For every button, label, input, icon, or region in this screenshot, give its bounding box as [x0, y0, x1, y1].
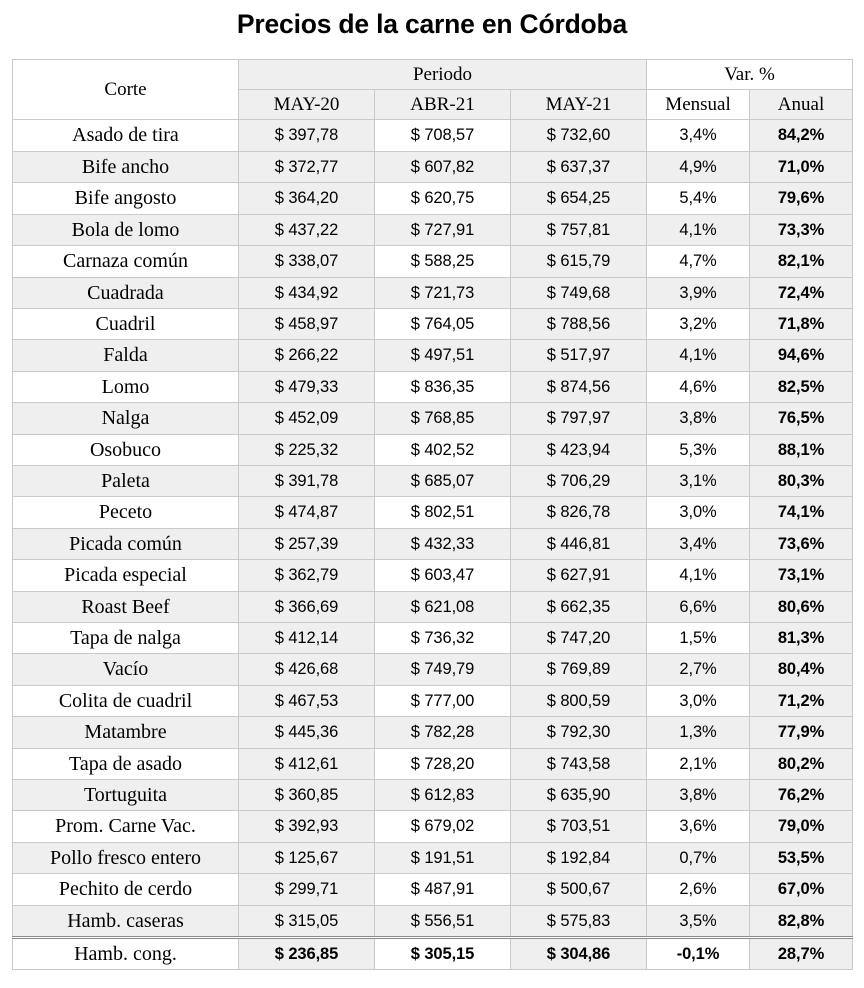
cell-corte: Lomo [13, 371, 239, 402]
table-row [13, 465, 853, 496]
cell-anual: 73,3% [750, 214, 853, 245]
cell-mensual: 4,1% [647, 214, 750, 245]
table-row [13, 622, 853, 653]
cell-anual: 76,5% [750, 403, 853, 434]
cell-mensual: 6,6% [647, 591, 750, 622]
cell-may20: $ 434,92 [239, 277, 375, 308]
table-row [13, 748, 853, 779]
cell-may21: $ 423,94 [511, 434, 647, 465]
cell-abr21: $ 836,35 [375, 371, 511, 402]
cell-anual: 82,8% [750, 905, 853, 937]
cell-corte: Falda [13, 340, 239, 371]
table-row [13, 654, 853, 685]
cell-anual: 73,6% [750, 528, 853, 559]
table-head [13, 60, 853, 120]
cell-mensual: 4,6% [647, 371, 750, 402]
cell-corte: Carnaza común [13, 246, 239, 277]
cell-abr21: $ 768,85 [375, 403, 511, 434]
column-group-header-variacion: Var. % [647, 60, 853, 90]
column-header-anual: Anual [750, 90, 853, 120]
cell-mensual: 3,0% [647, 685, 750, 716]
cell-corte: Prom. Carne Vac. [13, 811, 239, 842]
cell-abr21: $ 721,73 [375, 277, 511, 308]
cell-corte: Bife ancho [13, 151, 239, 182]
cell-may21: $ 788,56 [511, 308, 647, 339]
cell-mensual: 4,1% [647, 340, 750, 371]
cell-abr21: $ 685,07 [375, 465, 511, 496]
cell-corte: Picada común [13, 528, 239, 559]
cell-anual: 74,1% [750, 497, 853, 528]
cell-corte: Tapa de nalga [13, 622, 239, 653]
cell-mensual: 1,5% [647, 622, 750, 653]
cell-anual: 80,6% [750, 591, 853, 622]
cell-may21: $ 500,67 [511, 874, 647, 905]
cell-mensual: 3,4% [647, 120, 750, 151]
cell-corte: Cuadrada [13, 277, 239, 308]
cell-anual: 82,1% [750, 246, 853, 277]
cell-anual: 94,6% [750, 340, 853, 371]
cell-abr21: $ 802,51 [375, 497, 511, 528]
cell-abr21: $ 782,28 [375, 717, 511, 748]
cell-anual: 71,2% [750, 685, 853, 716]
cell-anual: 82,5% [750, 371, 853, 402]
cell-abr21: $ 736,32 [375, 622, 511, 653]
cell-may20: $ 412,14 [239, 622, 375, 653]
cell-abr21: $ 607,82 [375, 151, 511, 182]
cell-abr21: $ 620,75 [375, 183, 511, 214]
cell-may20: $ 474,87 [239, 497, 375, 528]
cell-may20: $ 266,22 [239, 340, 375, 371]
cell-anual: 28,7% [750, 938, 853, 970]
cell-corte: Pechito de cerdo [13, 874, 239, 905]
cell-anual: 88,1% [750, 434, 853, 465]
cell-mensual: 4,7% [647, 246, 750, 277]
cell-corte: Hamb. cong. [13, 938, 239, 970]
table-row [13, 151, 853, 182]
table-row [13, 780, 853, 811]
cell-may20: $ 452,09 [239, 403, 375, 434]
cell-may21: $ 732,60 [511, 120, 647, 151]
cell-may21: $ 627,91 [511, 560, 647, 591]
column-header-abr21: ABR-21 [375, 90, 511, 120]
cell-may20: $ 412,61 [239, 748, 375, 779]
cell-mensual: 0,7% [647, 842, 750, 873]
cell-may20: $ 426,68 [239, 654, 375, 685]
cell-may21: $ 757,81 [511, 214, 647, 245]
cell-mensual: 3,2% [647, 308, 750, 339]
cell-mensual: 4,9% [647, 151, 750, 182]
table-row [13, 938, 853, 970]
cell-may20: $ 315,05 [239, 905, 375, 937]
cell-abr21: $ 497,51 [375, 340, 511, 371]
column-header-may20: MAY-20 [239, 90, 375, 120]
cell-corte: Asado de tira [13, 120, 239, 151]
cell-corte: Bife angosto [13, 183, 239, 214]
cell-may20: $ 360,85 [239, 780, 375, 811]
table-row [13, 371, 853, 402]
table-row [13, 842, 853, 873]
table-row [13, 528, 853, 559]
cell-may21: $ 446,81 [511, 528, 647, 559]
cell-may20: $ 236,85 [239, 938, 375, 970]
cell-anual: 80,2% [750, 748, 853, 779]
cell-may20: $ 362,79 [239, 560, 375, 591]
cell-anual: 71,0% [750, 151, 853, 182]
cell-may21: $ 747,20 [511, 622, 647, 653]
table-row [13, 497, 853, 528]
meat-prices-table [12, 59, 853, 970]
cell-abr21: $ 708,57 [375, 120, 511, 151]
table-row [13, 183, 853, 214]
cell-may21: $ 635,90 [511, 780, 647, 811]
cell-mensual: 2,7% [647, 654, 750, 685]
table-row [13, 308, 853, 339]
cell-may21: $ 654,25 [511, 183, 647, 214]
table-row [13, 246, 853, 277]
cell-anual: 77,9% [750, 717, 853, 748]
cell-abr21: $ 588,25 [375, 246, 511, 277]
cell-may20: $ 372,77 [239, 151, 375, 182]
cell-corte: Matambre [13, 717, 239, 748]
cell-corte: Cuadril [13, 308, 239, 339]
cell-corte: Pollo fresco entero [13, 842, 239, 873]
cell-corte: Vacío [13, 654, 239, 685]
cell-anual: 73,1% [750, 560, 853, 591]
header-row-groups [13, 60, 853, 90]
cell-mensual: 3,1% [647, 465, 750, 496]
table-row [13, 717, 853, 748]
cell-corte: Nalga [13, 403, 239, 434]
cell-anual: 71,8% [750, 308, 853, 339]
cell-anual: 80,4% [750, 654, 853, 685]
cell-corte: Peceto [13, 497, 239, 528]
cell-may20: $ 366,69 [239, 591, 375, 622]
cell-mensual: 3,8% [647, 403, 750, 434]
cell-anual: 81,3% [750, 622, 853, 653]
table-row [13, 811, 853, 842]
cell-may20: $ 458,97 [239, 308, 375, 339]
column-header-corte: Corte [13, 60, 239, 120]
cell-anual: 84,2% [750, 120, 853, 151]
cell-may20: $ 479,33 [239, 371, 375, 402]
price-table-container [12, 39, 852, 970]
cell-anual: 76,2% [750, 780, 853, 811]
cell-mensual: 3,9% [647, 277, 750, 308]
cell-abr21: $ 777,00 [375, 685, 511, 716]
cell-mensual: 3,0% [647, 497, 750, 528]
cell-mensual: 3,8% [647, 780, 750, 811]
cell-may21: $ 517,97 [511, 340, 647, 371]
cell-mensual: 3,4% [647, 528, 750, 559]
table-row [13, 340, 853, 371]
cell-corte: Colita de cuadril [13, 685, 239, 716]
cell-abr21: $ 621,08 [375, 591, 511, 622]
cell-may20: $ 125,67 [239, 842, 375, 873]
table-row [13, 591, 853, 622]
cell-may20: $ 467,53 [239, 685, 375, 716]
cell-may20: $ 445,36 [239, 717, 375, 748]
table-row [13, 874, 853, 905]
cell-may20: $ 225,32 [239, 434, 375, 465]
cell-may20: $ 397,78 [239, 120, 375, 151]
cell-anual: 72,4% [750, 277, 853, 308]
cell-may21: $ 703,51 [511, 811, 647, 842]
cell-corte: Tapa de asado [13, 748, 239, 779]
cell-corte: Osobuco [13, 434, 239, 465]
cell-corte: Hamb. caseras [13, 905, 239, 937]
cell-may20: $ 257,39 [239, 528, 375, 559]
cell-abr21: $ 402,52 [375, 434, 511, 465]
cell-may21: $ 192,84 [511, 842, 647, 873]
cell-abr21: $ 305,15 [375, 938, 511, 970]
cell-may21: $ 743,58 [511, 748, 647, 779]
cell-may21: $ 749,68 [511, 277, 647, 308]
cell-may20: $ 299,71 [239, 874, 375, 905]
cell-may21: $ 800,59 [511, 685, 647, 716]
cell-may20: $ 391,78 [239, 465, 375, 496]
cell-mensual: 3,5% [647, 905, 750, 937]
cell-abr21: $ 603,47 [375, 560, 511, 591]
cell-abr21: $ 191,51 [375, 842, 511, 873]
cell-mensual: 3,6% [647, 811, 750, 842]
cell-may20: $ 437,22 [239, 214, 375, 245]
cell-may21: $ 637,37 [511, 151, 647, 182]
cell-may21: $ 797,97 [511, 403, 647, 434]
cell-may21: $ 615,79 [511, 246, 647, 277]
cell-may20: $ 338,07 [239, 246, 375, 277]
cell-may20: $ 364,20 [239, 183, 375, 214]
cell-may21: $ 706,29 [511, 465, 647, 496]
cell-may21: $ 769,89 [511, 654, 647, 685]
cell-mensual: -0,1% [647, 938, 750, 970]
cell-may21: $ 826,78 [511, 497, 647, 528]
cell-abr21: $ 728,20 [375, 748, 511, 779]
cell-mensual: 5,3% [647, 434, 750, 465]
cell-may20: $ 392,93 [239, 811, 375, 842]
cell-corte: Paleta [13, 465, 239, 496]
cell-anual: 80,3% [750, 465, 853, 496]
cell-corte: Tortuguita [13, 780, 239, 811]
cell-abr21: $ 612,83 [375, 780, 511, 811]
cell-abr21: $ 432,33 [375, 528, 511, 559]
table-row [13, 434, 853, 465]
table-row [13, 277, 853, 308]
cell-abr21: $ 487,91 [375, 874, 511, 905]
cell-abr21: $ 727,91 [375, 214, 511, 245]
cell-corte: Picada especial [13, 560, 239, 591]
cell-abr21: $ 764,05 [375, 308, 511, 339]
cell-mensual: 5,4% [647, 183, 750, 214]
cell-abr21: $ 749,79 [375, 654, 511, 685]
cell-mensual: 2,6% [647, 874, 750, 905]
cell-may21: $ 662,35 [511, 591, 647, 622]
table-row [13, 403, 853, 434]
cell-anual: 79,6% [750, 183, 853, 214]
table-row [13, 120, 853, 151]
cell-may21: $ 575,83 [511, 905, 647, 937]
column-header-mensual: Mensual [647, 90, 750, 120]
column-header-may21: MAY-21 [511, 90, 647, 120]
cell-anual: 53,5% [750, 842, 853, 873]
cell-mensual: 4,1% [647, 560, 750, 591]
table-row [13, 685, 853, 716]
column-group-header-periodo: Periodo [239, 60, 647, 90]
table-body [13, 120, 853, 970]
cell-abr21: $ 679,02 [375, 811, 511, 842]
cell-corte: Bola de lomo [13, 214, 239, 245]
table-row [13, 560, 853, 591]
cell-anual: 79,0% [750, 811, 853, 842]
table-row [13, 905, 853, 937]
page-title: Precios de la carne en Córdoba [236, 9, 628, 39]
cell-corte: Roast Beef [13, 591, 239, 622]
cell-may21: $ 874,56 [511, 371, 647, 402]
table-row [13, 214, 853, 245]
cell-mensual: 1,3% [647, 717, 750, 748]
cell-mensual: 2,1% [647, 748, 750, 779]
cell-anual: 67,0% [750, 874, 853, 905]
cell-may21: $ 792,30 [511, 717, 647, 748]
cell-may21: $ 304,86 [511, 938, 647, 970]
cell-abr21: $ 556,51 [375, 905, 511, 937]
